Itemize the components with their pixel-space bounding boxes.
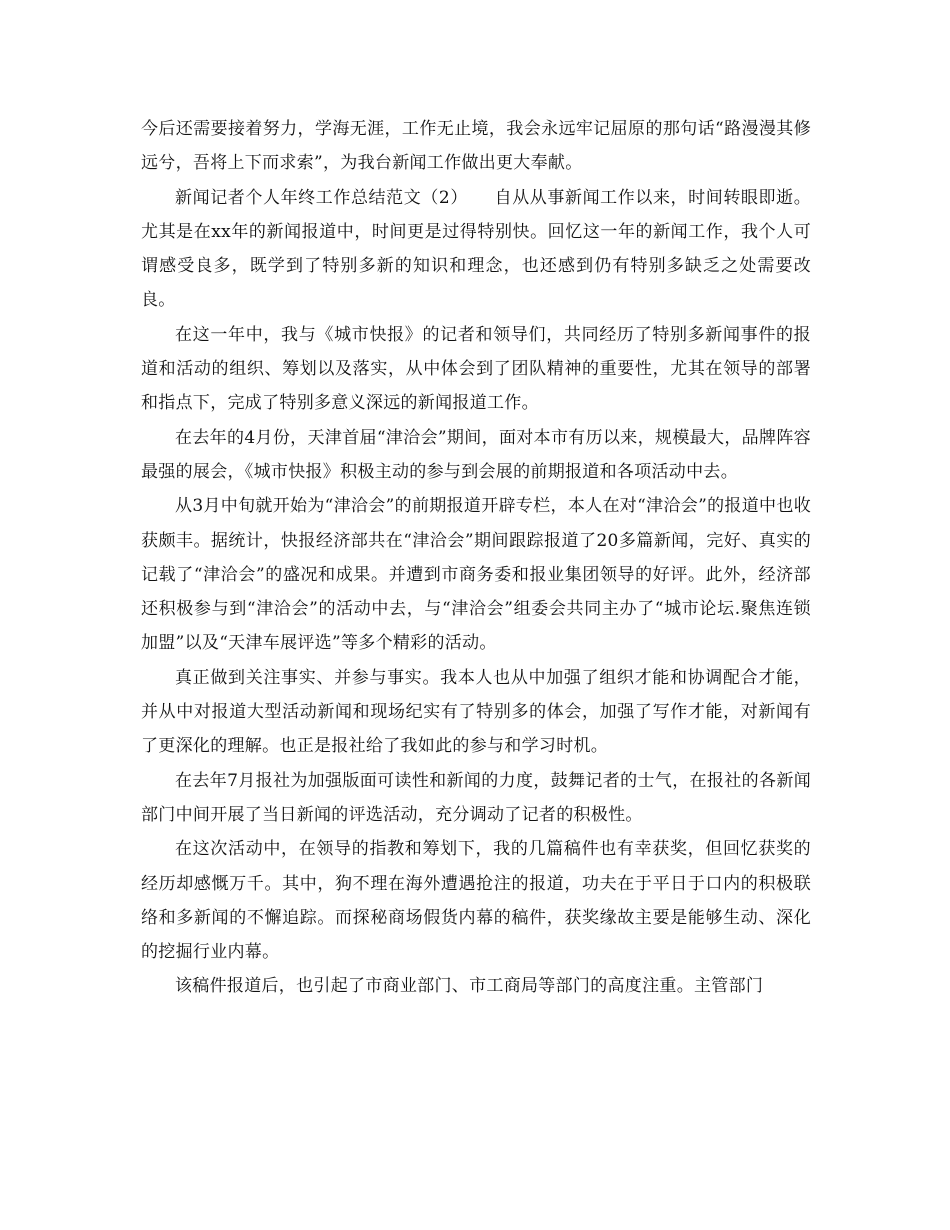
- paragraph-continuation: 今后还需要接着努力，学海无涯，工作无止境，我会永远牢记屈原的那句话“路漫漫其修远兮，吾将上下而求索”，为我台新闻工作做出更大奉献。: [141, 119, 811, 174]
- paragraph: 在去年7月报社为加强版面可读性和新闻的力度，鼓舞记者的士气，在报社的各新闻部门中间开展了当日新闻的评选活动，充分调动了记者的积极性。: [141, 770, 811, 825]
- paragraph: 在去年的4月份，天津首届“津洽会”期间，面对本市有历以来，规模最大，品牌阵容最强的展会，《城市快报》积极主动的参与到会展的前期报道和各项活动中去。: [141, 427, 811, 482]
- paragraph: 在这一年中，我与《城市快报》的记者和领导们，共同经历了特别多新闻事件的报道和活动的组织、筹划以及落实，从中体会到了团队精神的重要性，尤其在领导的部署和指点下，完成了特别多意义深远的新闻报道工作。: [141, 324, 811, 414]
- paragraph-section-title: 新闻记者个人年终工作总结范文（2） 自从从事新闻工作以来，时间转眼即逝。尤其是在xx年的新闻报道中，时间更是过得特别快。回忆这一年的新闻工作，我个人可谓感受良多，既学到了特别多新的知识和理念，也还感到仍有特别多缺乏之处需要改良。: [141, 187, 811, 311]
- paragraph: 在这次活动中，在领导的指教和筹划下，我的几篇稿件也有幸获奖，但回忆获奖的经历却感慨万千。其中，狗不理在海外遭遇抢注的报道，功夫在于平日于口内的积极联络和多新闻的不懈追踪。而探秘商场假货内幕的稿件，获奖缘故主要是能够生动、深化的挖掘行业内幕。: [141, 839, 811, 963]
- paragraph: 真正做到关注事实、并参与事实。我本人也从中加强了组织才能和协调配合才能，并从中对报道大型活动新闻和现场纪实有了特别多的体会，加强了写作才能，对新闻有了更深化的理解。也正是报社给了我如此的参与和学习时机。: [141, 667, 811, 757]
- document-body: [141, 112, 811, 1004]
- paragraph: 该稿件报道后，也引起了市商业部门、市工商局等部门的高度注重。主管部门: [175, 976, 764, 997]
- paragraph: 从3月中旬就开始为“津洽会”的前期报道开辟专栏，本人在对“津洽会”的报道中也收获颇丰。据统计，快报经济部共在“津洽会”期间跟踪报道了20多篇新闻，完好、真实的记载了“津洽会”的盛况和成果。并遭到市商务委和报业集团领导的好评。此外，经济部还积极参与到“津洽会”的活动中去，与“津洽会”组委会共同主办了“城市论坛.聚焦连锁加盟”以及“天津车展评选”等多个精彩的活动。: [141, 496, 811, 654]
